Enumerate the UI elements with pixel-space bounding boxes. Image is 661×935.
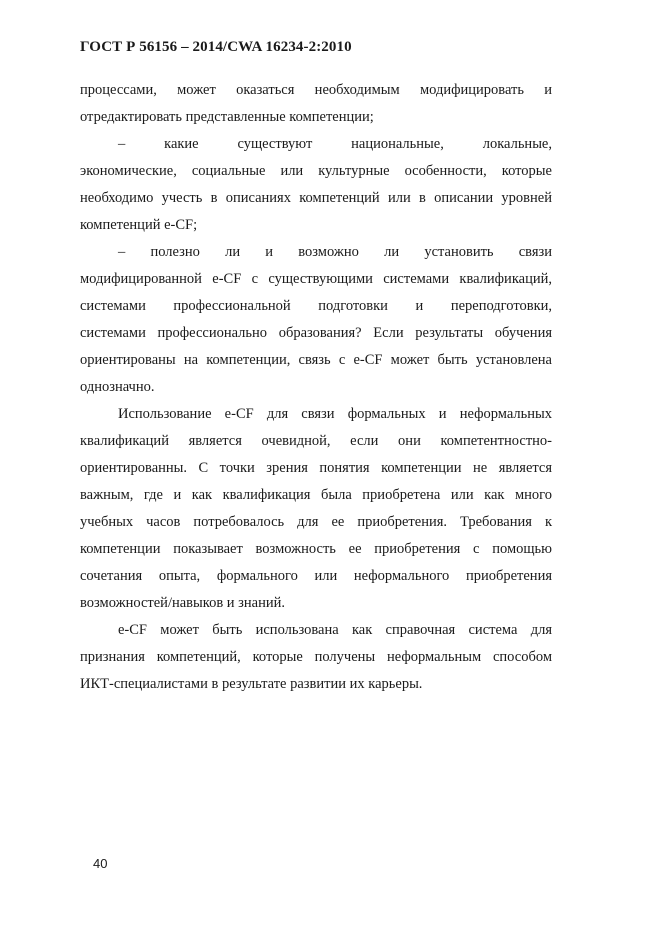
text-line: возможностей/навыков и знаний. [80,595,285,611]
text-line: признания компетенций, которые получены неформальным способом [80,649,552,665]
text-line: квалификаций является очевидной, если они компетентностно- [80,433,552,449]
text-line: компетенции показывает возможность ее приобретения с помощью [80,541,552,557]
text-line: важным, где и как квалификация была приобретена или как много [80,487,552,503]
paragraph [80,401,552,617]
list-item [80,131,552,239]
text-line: учебных часов потребовалось для ее приобретения. Требования к [80,514,552,530]
text-line: системами профессионально образования? Если результаты обучения [80,325,552,341]
page-number: 40 [93,856,108,871]
text-line: системами профессиональной подготовки и переподготовки, [80,298,552,314]
list-item [80,239,552,401]
body-text [80,77,552,698]
text-line: компетенций e-CF; [80,217,198,233]
text-line: необходимо учесть в описаниях компетенций или в описании уровней [80,190,552,206]
text-line: сочетания опыта, формального или неформального приобретения [80,568,552,584]
text-line: e-CF может быть использована как справочная система для [118,622,552,638]
text-line: Использование e-CF для связи формальных и неформальных [118,406,552,422]
paragraph-continuation [80,77,552,131]
standard-header: ГОСТ Р 56156 – 2014/CWA 16234-2:2010 [80,39,352,55]
text-line: ИКТ-специалистами в результате развитии их карьеры. [80,676,423,692]
text-line: модифицированной e-CF с существующими системами квалификаций, [80,271,552,287]
text-line: экономические, социальные или культурные особенности, которые [80,163,552,179]
text-line: – какие существуют национальные, локальные, [118,136,552,152]
text-line: – полезно ли и возможно ли установить связи [118,244,552,260]
text-line: однозначно. [80,379,155,395]
text-line: отредактировать представленные компетенции; [80,109,374,125]
paragraph [80,617,552,698]
text-line: ориентированны. С точки зрения понятия компетенции не является [80,460,552,476]
text-line: процессами, может оказаться необходимым модифицировать и [80,82,552,98]
text-line: ориентированы на компетенции, связь с e-CF может быть установлена [80,352,552,368]
